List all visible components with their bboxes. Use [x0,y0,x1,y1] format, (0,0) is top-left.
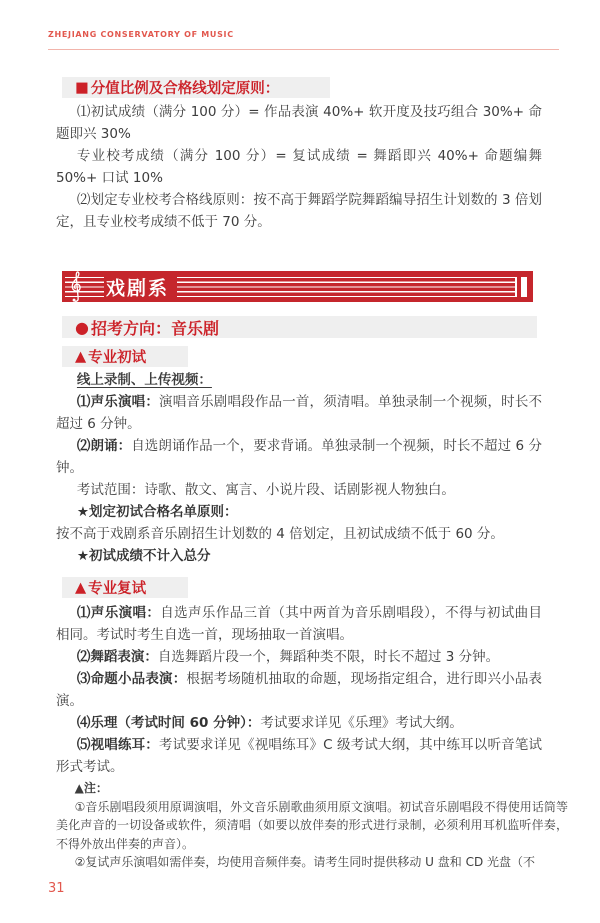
staff-barline-thick [521,277,527,297]
initial-item-vocal [56,391,542,435]
direction-heading [62,316,537,338]
paragraph-initial-score: ⑴初试成绩（满分 100 分）= 作品表演 40%+ 软开度及技巧组合 30%+ 命题即兴 30% [56,104,542,142]
initial-item-recitation [56,435,542,479]
department-banner [62,271,533,302]
retest-item-dance: ⑵舞蹈表演：自选舞蹈片段一个，舞蹈种类不限，时长不超过 3 分钟。 [76,649,500,665]
header-divider [48,49,559,50]
exam-scope-line: 考试范围：诗歌、散文、寓言、小说片段、话剧影视人物独白。 [76,482,455,498]
paragraph-exam-score: 专业校考成绩（满分 100 分）= 复试成绩 = 舞蹈即兴 40%+ 命题编舞 50%+ 口试 10% [56,148,542,186]
square-bullet-icon: ■ [75,79,89,96]
initial-test-heading-label: 专业初试 [88,350,147,366]
retest-item-vocal: ⑴声乐演唱：自选声乐作品三首（其中两首为音乐剧唱段），不得与初试曲目相同。考试时考生自选一首，现场抽取一首演唱。 [56,605,543,643]
retest-item-eartraining: ⑸视唱练耳：考试要求详见《视唱练耳》C 级考试大纲，其中练耳以听音笔试形式考试。 [56,737,543,775]
notes-heading: ▲注： [74,781,108,795]
score-not-counted-note: ★初试成绩不计入总分 [76,548,211,564]
department-banner-title: 戏剧系 [106,277,170,299]
direction-heading-label: 招考方向：音乐剧 [90,318,219,338]
circle-bullet-icon: ● [75,317,89,337]
note-original-key: ①音乐剧唱段须用原调演唱，外文音乐剧歌曲须用原文演唱。初试音乐剧唱段不得使用话筒等美化声音的一切设备或软件，须清唱（如要以放伴奏的形式进行录制，必须利用耳机监听伴奏，不得外放出伴奏的声音）。 [56,799,568,851]
online-recording-subheading-label: 线上录制、上传视频： [76,372,212,388]
pass-rule-text: 按不高于戏剧系音乐剧招生计划数的 4 倍划定，且初试成绩不低于 60 分。 [56,526,504,542]
initial-item-vocal-lead: ⑴声乐演唱： [76,394,160,410]
initial-item-vocal-text: 演唱音乐剧唱段作品一首，须清唱。单独录制一个视频，时长不超过 6 分钟。 [56,394,543,432]
note-accompaniment: ②复试声乐演唱如需伴奏，均使用音频伴奏。请考生同时提供移动 U 盘和 CD 光盘（不 [74,855,536,869]
notes-section [56,779,568,872]
online-recording-subheading [56,369,542,391]
treble-clef-icon [67,269,84,305]
paragraph-passline-rule: ⑵划定专业校考合格线原则：按不高于舞蹈学院舞蹈编导招生计划数的 3 倍划定，且专业校考成绩不低于 70 分。 [56,192,542,230]
retest-item-theory: ⑷乐理（考试时间 60 分钟）：考试要求详见《乐理》考试大纲。 [76,715,463,731]
retest-body [56,602,542,778]
retest-heading [62,577,188,598]
page-header-title: ZHEJIANG CONSERVATORY OF MUSIC [48,30,234,39]
triangle-bullet-icon: ▲ [75,579,87,596]
pass-rule-heading: ★划定初试合格名单原则： [76,504,238,520]
retest-item-sketch: ⑶命题小品表演：根据考场随机抽取的命题，现场指定组合，进行即兴小品表演。 [56,671,543,709]
initial-test-heading [62,346,188,367]
initial-item-recitation-lead: ⑵朗诵： [76,438,132,454]
initial-test-body [56,369,542,567]
initial-item-recitation-text: 自选朗诵作品一个，要求背诵。单独录制一个视频，时长不超过 6 分钟。 [56,438,543,476]
score-section-heading [62,77,330,98]
staff-lines-right [177,277,515,297]
triangle-bullet-icon: ▲ [75,348,87,365]
staff-barline-thin [515,277,517,297]
score-section-heading-label: 分值比例及合格线划定原则： [90,81,280,97]
score-section-body [56,101,542,233]
page-number: 31 [48,881,65,896]
retest-heading-label: 专业复试 [88,581,147,597]
